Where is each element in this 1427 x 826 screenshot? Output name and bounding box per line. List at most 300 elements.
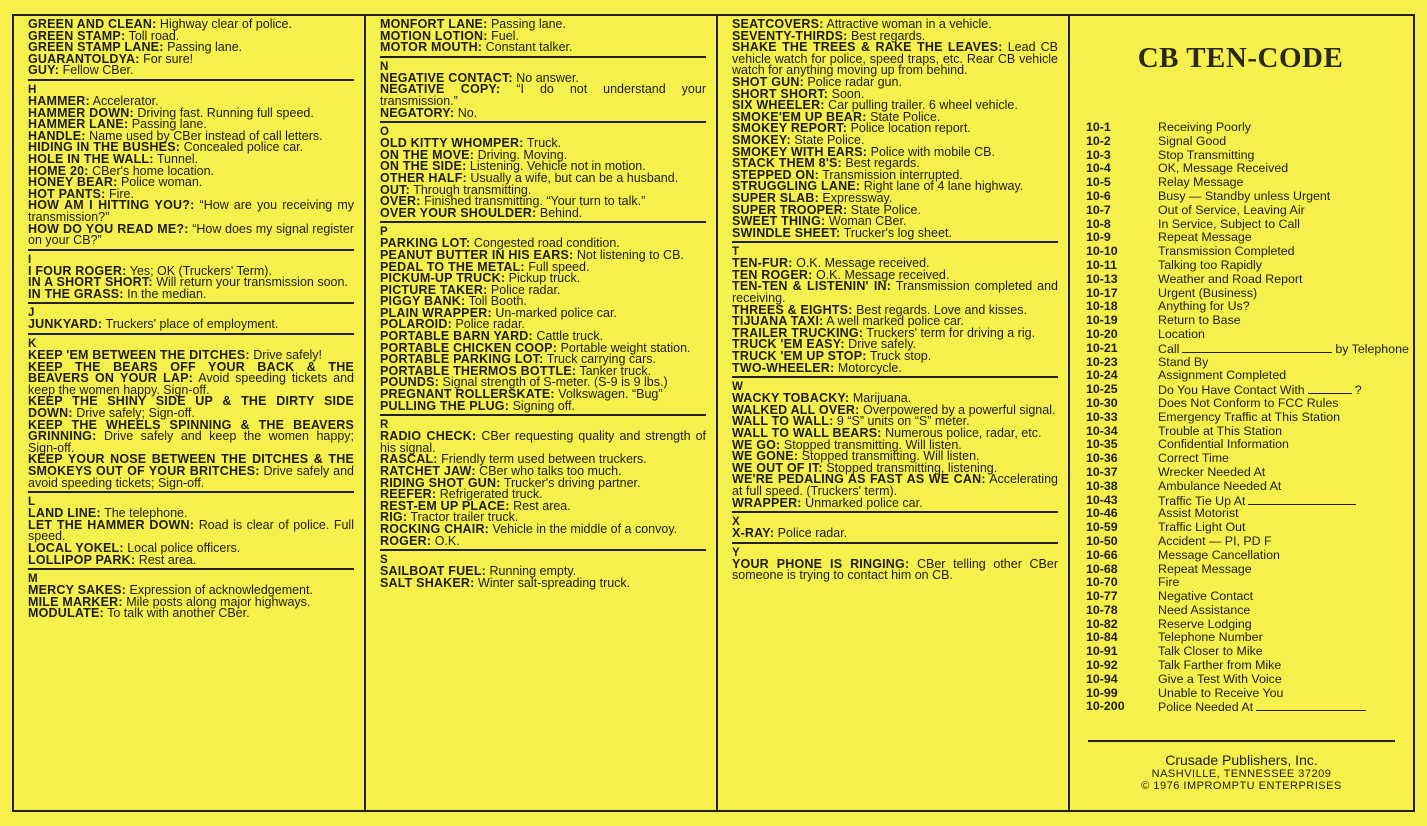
ten-code-number: 10-70 (1086, 575, 1118, 590)
entry-definition: Drive safely. (848, 337, 917, 352)
entry-term: IN A SHORT SHORT: (28, 275, 153, 290)
entry-definition: Name used by CBer instead of call letters. (89, 128, 323, 143)
glossary-entry (28, 221, 354, 248)
entry-term: MERCY SAKES: (28, 583, 127, 598)
ten-code-number: 10-6 (1086, 188, 1111, 203)
entry-definition: Finished transmitting. “Your turn to talk.” (424, 194, 646, 209)
glossary-section (28, 251, 354, 305)
entry-definition: Soon. (831, 86, 865, 101)
ten-code-row (1086, 494, 1395, 508)
ten-code-row (1086, 245, 1395, 259)
entry-term: STEPPED ON: (732, 167, 819, 182)
entry-term: POUNDS: (380, 375, 440, 390)
entry-term: X-RAY: (732, 526, 775, 541)
entry-definition: Driving. Moving. (477, 147, 568, 162)
entry-definition: Police radar. (455, 317, 525, 332)
ten-code-meaning-text: Signal Good (1158, 133, 1227, 148)
ten-code-meaning (1158, 576, 1395, 590)
ten-code-number: 10-24 (1086, 368, 1118, 383)
ten-code-row (1086, 466, 1395, 480)
entry-term: KEEP THE SHINY SIDE UP & THE DIRTY SIDE DOWN: (28, 394, 354, 421)
entry-term: KEEP THE BEARS OFF YOUR BACK & THE BEAVERS ON YOUR LAP: (28, 359, 354, 386)
ten-code-row (1086, 549, 1395, 563)
ten-code-meaning-suffix: by Telephone (1335, 341, 1409, 356)
glossary-entry (28, 608, 354, 620)
entry-term: POLAROID: (380, 317, 452, 332)
ten-code-number: 10-21 (1086, 340, 1118, 355)
glossary-section (28, 570, 354, 622)
fill-in-blank (1256, 700, 1366, 711)
ten-code-meaning (1158, 397, 1395, 411)
ten-code-row (1086, 480, 1395, 494)
ten-code-meaning-text: Relay Message (1158, 175, 1244, 190)
ten-code-row (1086, 300, 1395, 314)
ten-code-meaning (1158, 673, 1395, 687)
glossary-entry (732, 495, 1058, 510)
entry-term: WALL TO WALL BEARS: (732, 426, 882, 440)
ten-code-number: 10-25 (1086, 382, 1118, 397)
entry-definition: In the median. (127, 286, 207, 301)
glossary-entry (732, 225, 1058, 240)
ten-code-number: 10-5 (1086, 175, 1111, 190)
glossary-section (380, 416, 706, 551)
entry-definition: No answer. (516, 70, 579, 85)
glossary-section (380, 58, 706, 123)
entry-definition: “I do not understand your transmission.” (380, 82, 706, 108)
entry-definition: Drive safely; Sign-off. (76, 406, 195, 421)
glossary-entry (380, 431, 706, 454)
entry-definition: Rest area. (513, 498, 571, 513)
ten-code-row (1086, 425, 1395, 439)
entry-term: HANDLE: (28, 128, 86, 143)
ten-code-row (1086, 356, 1395, 370)
ten-code-meaning-text: Transmission Completed (1158, 244, 1295, 259)
ten-code-meaning-text: Receiving Poorly (1158, 120, 1251, 134)
entry-term: HOW AM I HITTING YOU?: (28, 198, 195, 213)
entry-definition: Trucker's driving partner. (503, 475, 641, 490)
entry-definition: State Police. (850, 202, 921, 217)
entry-definition: To talk with another CBer. (107, 606, 250, 621)
ten-code-row (1086, 149, 1395, 163)
entry-term: OVER YOUR SHOULDER: (380, 205, 537, 220)
ten-code-meaning-text: In Service, Subject to Call (1158, 216, 1300, 231)
entry-definition: Through transmitting. (413, 182, 532, 197)
ten-code-meaning (1158, 535, 1395, 549)
entry-term: KEEP THE WHEELS SPINNING & THE BEAVERS GRINNING: (28, 417, 354, 444)
ten-code-number: 10-2 (1086, 133, 1111, 148)
entry-term: WE GO: (732, 437, 781, 452)
entry-definition: Overpowered by a powerful signal. (863, 402, 1056, 417)
ten-code-row (1086, 231, 1395, 245)
entry-term: REEFER: (380, 487, 437, 502)
entry-term: SHAKE THE TREES & RAKE THE LEAVES: (732, 40, 1003, 55)
ten-code-meaning-text: Stand By (1158, 354, 1209, 369)
glossary-entry (28, 454, 354, 489)
entry-term: SIX WHEELER: (732, 98, 825, 113)
entry-term: PULLING THE PLUG: (380, 398, 510, 413)
entry-definition: Trucker's log sheet. (843, 225, 952, 240)
ten-code-row (1086, 190, 1395, 204)
glossary-section (380, 551, 706, 591)
entry-definition: O.K. Message received. (796, 256, 930, 271)
entry-definition: Police radar gun. (807, 74, 902, 89)
entry-term: PORTABLE THERMOS BOTTLE: (380, 363, 577, 378)
entry-term: JUNKYARD: (28, 317, 103, 332)
entry-term: HAMMER: (28, 93, 90, 108)
ten-code-row (1086, 687, 1395, 701)
ten-code-row (1086, 590, 1395, 604)
entry-definition: Right lane of 4 lane highway. (863, 179, 1024, 194)
ten-code-number: 10-92 (1086, 658, 1118, 673)
ten-code-number: 10-11 (1086, 257, 1118, 272)
entry-term: HOW DO YOU READ ME?: (28, 221, 189, 236)
entry-term: SEATCOVERS: (732, 17, 824, 31)
entry-term: OVER: (380, 194, 421, 209)
ten-code-number: 10-13 (1086, 271, 1118, 286)
ten-code-meaning-text: Talk Farther from Mike (1158, 658, 1282, 673)
section-letter: I (28, 253, 32, 266)
ten-code-meaning-text: Trouble at This Station (1158, 423, 1282, 438)
entry-term: TEN ROGER: (732, 267, 813, 282)
section-letter: J (28, 307, 35, 320)
ten-code-row (1086, 535, 1395, 549)
entry-definition: Passing lane. (131, 117, 207, 132)
ten-code-row (1086, 659, 1395, 673)
ten-code-number: 10-19 (1086, 313, 1118, 328)
entry-term: ROGER: (380, 533, 432, 548)
entry-definition: CBer telling other CBer someone is trying to contact him on CB. (732, 556, 1058, 583)
entry-definition: Transmission interrupted. (822, 167, 963, 182)
glossary-entry (380, 575, 706, 590)
ten-code-meaning-text: Telephone Number (1158, 630, 1263, 645)
entry-definition: Not listening to CB. (576, 247, 684, 262)
entry-definition: Stopped transmitting, listening. (826, 460, 998, 475)
entry-definition: “How are you receiving my transmission?” (28, 198, 355, 224)
ten-code-row (1086, 452, 1395, 466)
section-letter: P (380, 226, 388, 239)
entry-definition: State Police. (794, 132, 865, 147)
ten-code-meaning-text: Emergency Traffic at This Station (1158, 409, 1341, 424)
ten-code-number: 10-8 (1086, 216, 1111, 231)
ten-code-number: 10-20 (1086, 326, 1118, 341)
section-letter: H (28, 83, 37, 96)
entry-term: WALL TO WALL: (732, 414, 834, 429)
ten-code-meaning (1158, 162, 1395, 176)
entry-term: LET THE HAMMER DOWN: (28, 517, 195, 532)
entry-definition: Police location report. (850, 121, 971, 136)
ten-code-meaning (1158, 314, 1395, 328)
ten-code-meaning (1158, 438, 1395, 452)
ten-code-row (1086, 340, 1409, 356)
ten-code-number: 10-77 (1086, 589, 1118, 604)
entry-term: SWEET THING: (732, 214, 826, 229)
ten-code-meaning-text: Location (1158, 326, 1205, 341)
ten-code-row (1086, 273, 1395, 287)
glossary-entry (732, 474, 1058, 497)
glossary-entry (28, 319, 354, 331)
ten-code-row (1086, 397, 1395, 411)
entry-term: GREEN STAMP LANE: (28, 40, 164, 55)
ten-code-meaning (1158, 259, 1395, 273)
glossary-section (380, 16, 706, 58)
entry-term: MOTION LOTION: (380, 28, 488, 43)
ten-code-meaning-text: Repeat Message (1158, 230, 1252, 245)
entry-term: GREEN STAMP: (28, 28, 126, 43)
ten-code-row (1086, 314, 1395, 328)
ten-code-meaning-text: Traffic Light Out (1158, 520, 1246, 535)
ten-code-number: 10-17 (1086, 285, 1118, 300)
entry-term: ROCKING CHAIR: (380, 521, 490, 536)
entry-term: MONFORT LANE: (380, 17, 488, 31)
entry-definition: Fuel. (491, 28, 519, 43)
entry-term: PORTABLE CHICKEN COOP: (380, 340, 558, 355)
ten-code-row (1086, 631, 1395, 645)
glossary-entry (380, 42, 706, 54)
ten-code-meaning (1158, 135, 1395, 149)
entry-term: PORTABLE PARKING LOT: (380, 352, 544, 367)
entry-definition: Tractor trailer truck. (410, 510, 519, 525)
glossary-entry (28, 417, 354, 455)
entry-term: RIDING SHOT GUN: (380, 475, 501, 490)
entry-term: NEGATIVE CONTACT: (380, 70, 513, 85)
entry-definition: Rest area. (138, 552, 197, 567)
fill-in-blank (1182, 342, 1332, 353)
ten-code-meaning-text: Need Assistance (1158, 602, 1251, 617)
entry-definition: Signal strength of S-meter. (S-9 is 9 lbs.) (442, 375, 668, 390)
entry-definition: Expressway. (822, 190, 893, 205)
section-letter: L (28, 496, 36, 509)
entry-term: YOUR PHONE IS RINGING: (732, 556, 910, 571)
entry-term: SALT SHAKER: (380, 575, 475, 590)
entry-definition: Listening. Vehicle not in motion. (469, 159, 646, 174)
entry-term: SAILBOAT FUEL: (380, 564, 487, 579)
ten-code-list (1086, 120, 1409, 715)
ten-code-number: 10-46 (1086, 506, 1118, 521)
entry-term: SHORT SHORT: (732, 86, 829, 101)
entry-term: PICTURE TAKER: (380, 282, 488, 297)
entry-term: LOCAL YOKEL: (28, 540, 124, 555)
entry-term: KEEP YOUR NOSE BETWEEN THE DITCHES & THE SMOKEYS OUT OF YOUR BRITCHES: (28, 452, 354, 478)
ten-code-row (1086, 328, 1395, 342)
entry-term: PORTABLE BARN YARD: (380, 329, 533, 344)
entry-term: WALKED ALL OVER: (732, 402, 860, 417)
ten-code-meaning (1158, 204, 1395, 218)
glossary-entry (28, 286, 354, 301)
glossary-entry (732, 42, 1058, 77)
glossary-entry (380, 533, 706, 548)
fill-in-blank (1248, 494, 1356, 505)
entry-term: SUPER TROOPER: (732, 202, 848, 217)
entry-definition: Fellow CBer. (62, 63, 134, 78)
entry-term: PIGGY BANK: (380, 294, 466, 309)
ten-code-meaning-text: Assignment Completed (1158, 368, 1287, 383)
entry-definition: Toll road. (128, 28, 180, 43)
entry-term: MODULATE: (28, 606, 104, 621)
glossary-entry (28, 65, 354, 77)
entry-definition: Will return your transmission soon. (156, 275, 348, 290)
ten-code-meaning (1158, 300, 1395, 314)
entry-definition: Drive safely and avoid speeding tickets; Sign-off. (28, 464, 354, 490)
ten-code-meaning (1158, 176, 1395, 190)
ten-code-row (1086, 563, 1395, 577)
entry-definition: Police with mobile CB. (870, 144, 995, 159)
glossary-entry (380, 105, 706, 120)
ten-code-number: 10-68 (1086, 561, 1118, 576)
glossary-section (28, 81, 354, 251)
publisher-city: NASHVILLE, TENNESSEE 37209 (1151, 768, 1332, 780)
entry-definition: Motorcycle. (837, 360, 902, 375)
entry-term: RADIO CHECK: (380, 429, 477, 444)
entry-term: STRUGGLING LANE: (732, 179, 861, 194)
glossary-column-2 (364, 14, 718, 812)
entry-definition: Truckers' place of employment. (105, 317, 279, 332)
entry-definition: Truck carrying cars. (546, 352, 656, 367)
ten-code-number: 10-94 (1086, 671, 1118, 686)
ten-code-meaning-text: Anything for Us? (1158, 299, 1250, 314)
ten-code-meaning-text: Accident — PI, PD F (1158, 533, 1272, 548)
section-letter: K (28, 338, 37, 351)
entry-term: GUY: (28, 63, 60, 78)
ten-code-number: 10-66 (1086, 547, 1118, 562)
section-letter: R (380, 419, 389, 432)
entry-definition: Vehicle in the middle of a convoy. (492, 521, 678, 536)
entry-term: SMOKEY: (732, 132, 791, 147)
section-letter: N (380, 60, 389, 73)
entry-definition: The telephone. (104, 506, 188, 521)
ten-code-meaning (1158, 356, 1395, 370)
entry-definition: Concealed police car. (183, 140, 304, 155)
entry-definition: Accelerator. (92, 93, 159, 108)
entry-definition: Passing lane. (490, 17, 566, 31)
entry-term: WACKY TOBACKY: (732, 391, 850, 406)
ten-code-meaning-text: Fire (1158, 575, 1180, 590)
ten-code-row (1086, 162, 1395, 176)
ten-code-meaning-text: Assist Motorist (1158, 506, 1239, 521)
entry-term: HAMMER DOWN: (28, 105, 134, 120)
ten-code-meaning (1158, 452, 1395, 466)
entry-definition: Truckers' term for driving a rig. (866, 325, 1036, 340)
ten-code-meaning-text: Police Needed At (1158, 700, 1254, 715)
glossary-section (732, 16, 1058, 243)
entry-definition: Portable weight station. (560, 340, 691, 355)
entry-term: ON THE MOVE: (380, 147, 475, 162)
ten-code-meaning (1158, 480, 1395, 494)
glossary-section (732, 544, 1058, 584)
copyright-line: © 1976 IMPROMPTU ENTERPRISES (1141, 780, 1342, 792)
entry-definition: Best regards. (845, 156, 920, 171)
entry-term: RASCAL: (380, 452, 438, 467)
glossary-entry (732, 556, 1058, 583)
entry-term: PLAIN WRAPPER: (380, 305, 492, 320)
entry-term: HAMMER LANE: (28, 117, 129, 132)
ten-code-meaning (1158, 687, 1395, 701)
entry-term: OTHER HALF: (380, 170, 467, 185)
ten-code-meaning (1158, 494, 1395, 508)
glossary-entry (380, 84, 706, 107)
entry-term: WRAPPER: (732, 495, 802, 510)
entry-definition: A well marked police car. (826, 314, 964, 329)
ten-code-meaning-suffix: ? (1354, 383, 1362, 398)
ten-code-number: 10-43 (1086, 492, 1118, 507)
entry-term: TRUCK 'EM EASY: (732, 337, 845, 352)
entry-term: RATCHET JAW: (380, 464, 476, 478)
entry-definition: Lead CB vehicle watch for police, speed traps, etc. Rear CB vehicle watch for anything moving up from behind. (732, 40, 1059, 78)
entry-term: PREGNANT ROLLERSKATE: (380, 387, 555, 402)
ten-code-number: 10-18 (1086, 299, 1118, 314)
publisher-name: Crusade Publishers, Inc. (1165, 752, 1318, 768)
ten-code-row (1086, 176, 1395, 190)
ten-code-meaning (1158, 328, 1395, 342)
entry-term: PEANUT BUTTER IN HIS EARS: (380, 247, 574, 262)
entry-definition: O.K. (434, 533, 460, 548)
entry-term: SEVENTY-THIRDS: (732, 28, 848, 43)
glossary-section (732, 513, 1058, 544)
entry-term: SWINDLE SHEET: (732, 225, 841, 240)
entry-term: GUARANTOLDYA: (28, 51, 140, 66)
ten-code-number: 10-38 (1086, 478, 1118, 493)
entry-definition: Fire. (108, 186, 134, 201)
entry-term: TRAILER TRUCKING: (732, 325, 864, 340)
entry-term: OLD KITTY WHOMPER: (380, 136, 524, 151)
ten-code-meaning (1158, 218, 1395, 232)
ten-code-title: CB TEN-CODE (1137, 42, 1344, 74)
ten-code-row (1086, 204, 1395, 218)
entry-definition: Friendly term used between truckers. (441, 452, 647, 467)
ten-code-meaning (1158, 425, 1395, 439)
entry-definition: Passing lane. (167, 40, 243, 55)
ten-code-meaning (1158, 273, 1395, 287)
ten-code-meaning-text: Stop Transmitting (1158, 147, 1255, 162)
ten-code-meaning (1158, 383, 1395, 397)
entry-definition: Road is clear of police. Full speed. (28, 517, 354, 544)
ten-code-number: 10-33 (1086, 409, 1118, 424)
glossary-section (28, 16, 354, 81)
entry-term: IN THE GRASS: (28, 286, 124, 301)
entry-definition: Numerous police, radar, etc. (885, 426, 1042, 440)
entry-term: ON THE SIDE: (380, 159, 467, 174)
entry-definition: Car pulling trailer. 6 wheel vehicle. (828, 98, 1018, 113)
entry-term: TEN-FUR: (732, 256, 793, 271)
glossary-entry (732, 360, 1058, 375)
entry-term: WE OUT OF IT: (732, 460, 823, 475)
ten-code-row (1086, 383, 1395, 397)
entry-term: MILE MARKER: (28, 594, 123, 609)
entry-definition: Woman CBer. (828, 214, 907, 229)
ten-code-meaning (1158, 618, 1395, 632)
glossary-entry (28, 552, 354, 567)
ten-code-meaning (1158, 369, 1395, 383)
entry-definition: Tunnel. (156, 151, 199, 166)
entry-term: TRUCK 'EM UP STOP: (732, 349, 867, 364)
ten-code-meaning-text: Wrecker Needed At (1158, 464, 1266, 479)
entry-definition: Toll Booth. (468, 294, 527, 309)
entry-term: STACK THEM 8'S: (732, 156, 842, 171)
entry-term: LAND LINE: (28, 506, 101, 521)
ten-code-meaning-text: Talk Closer to Mike (1158, 644, 1263, 659)
ten-code-meaning-text: Out of Service, Leaving Air (1158, 202, 1305, 217)
section-letter: O (380, 126, 389, 139)
ten-code-number: 10-3 (1086, 147, 1111, 162)
entry-definition: Highway clear of police. (159, 17, 292, 31)
ten-code-meaning-text: Weather and Road Report (1158, 271, 1303, 286)
entry-term: HOME 20: (28, 163, 89, 178)
entry-definition: Marijuana. (852, 391, 912, 406)
entry-definition: Winter salt-spreading truck. (478, 575, 631, 590)
ten-code-number: 10-99 (1086, 685, 1118, 700)
ten-code-row (1086, 411, 1395, 425)
entry-definition: Accelerating at full speed. (Truckers' term). (732, 472, 1058, 498)
ten-code-number: 10-37 (1086, 464, 1118, 479)
